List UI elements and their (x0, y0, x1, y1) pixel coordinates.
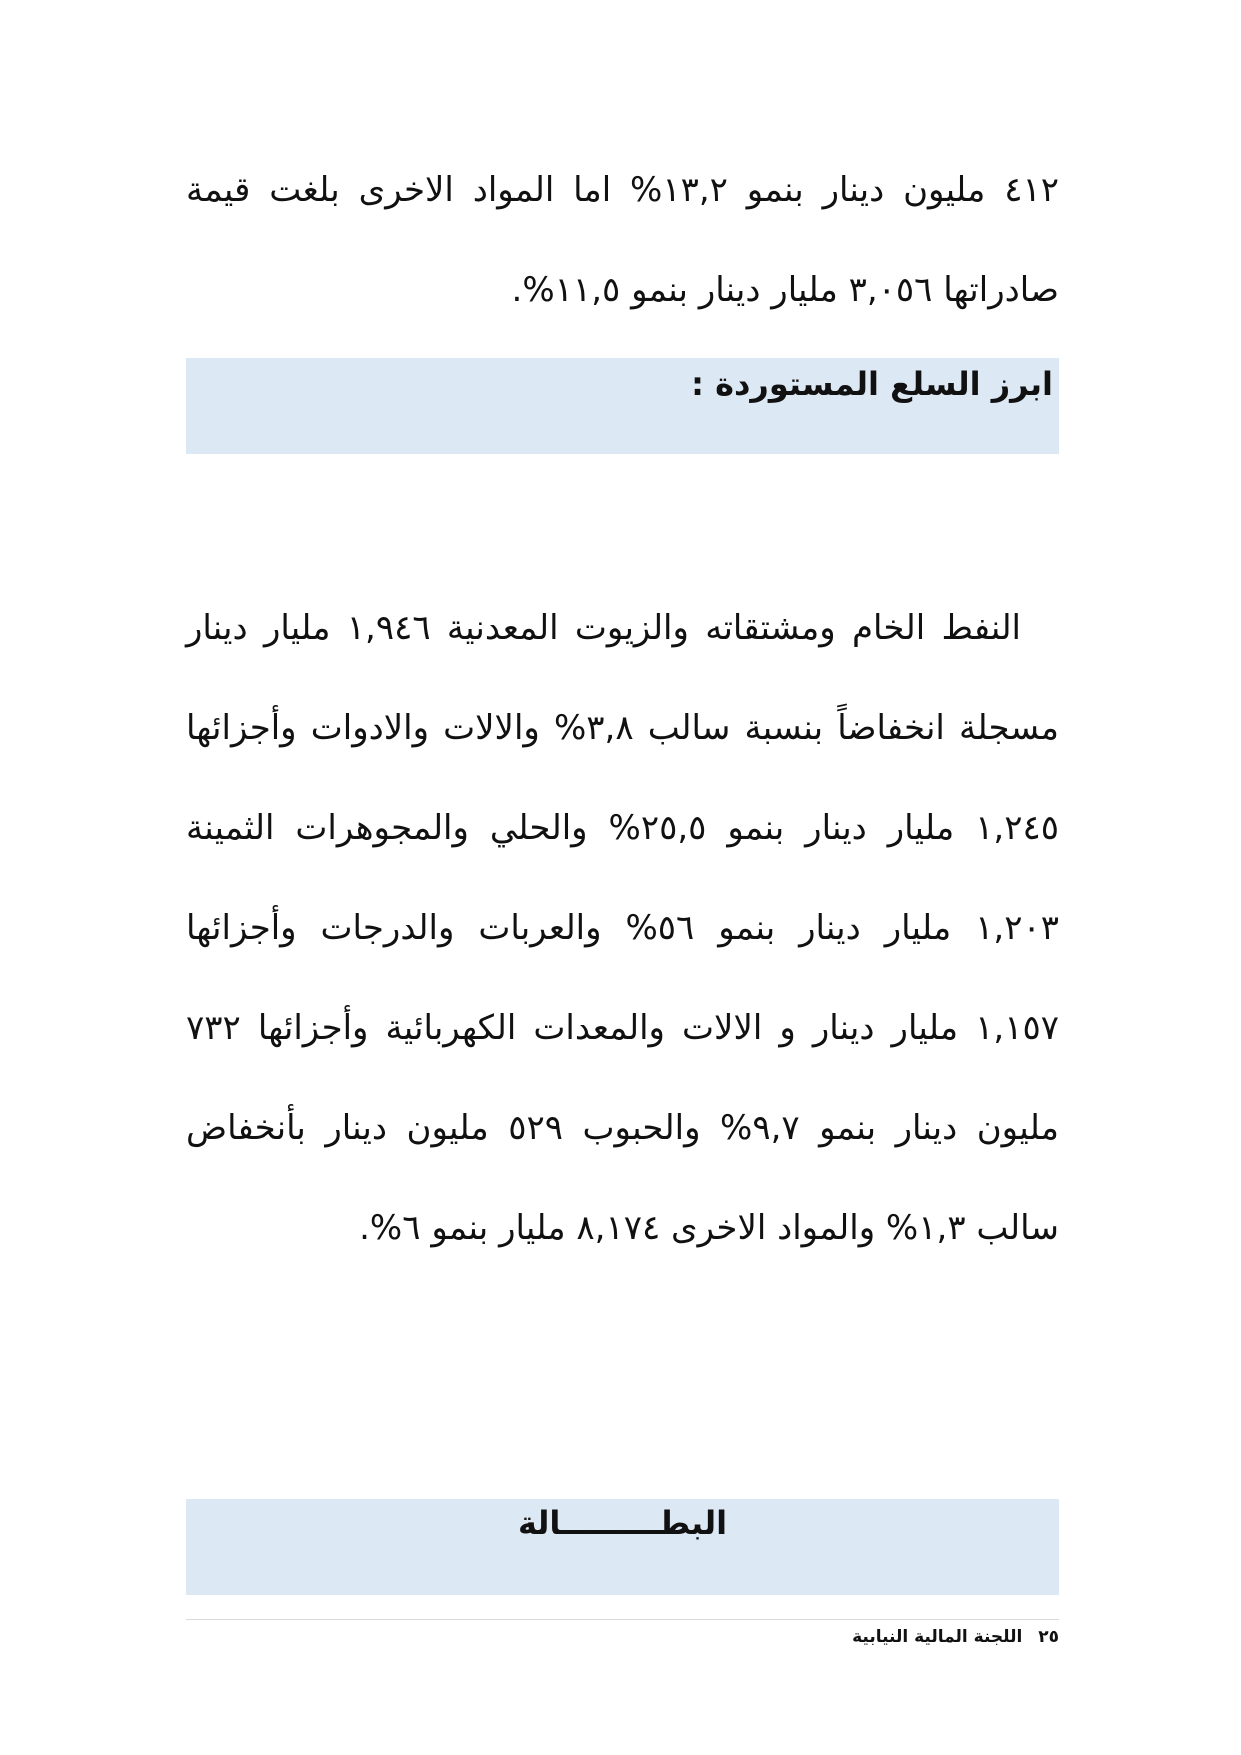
paragraph-line: مسجلة انخفاضاً بنسبة سالب ٣,٨% والالات والادوات وأجزائها (186, 708, 1059, 748)
paragraph-line: ١,١٥٧ مليار دينار و الالات والمعدات الكهربائية وأجزائها ٧٣٢ (186, 1008, 1059, 1048)
footer-committee-name: اللجنة المالية النيابية (852, 1627, 1023, 1647)
paragraph-line: ٤١٢ مليون دينار بنمو ١٣,٢% اما المواد الاخرى بلغت قيمة (186, 170, 1059, 210)
page-number: ٢٥ (1038, 1627, 1059, 1647)
paragraph-line: النفط الخام ومشتقاته والزيوت المعدنية ١,٩٤٦ مليار دينار (186, 608, 1021, 648)
imports-paragraph (186, 578, 1059, 1278)
unemployment-heading: البطـــــــــالة (517, 1504, 728, 1542)
imports-heading: ابرز السلع المستوردة : (691, 365, 1053, 403)
imports-heading-band (186, 358, 1059, 454)
paragraph-line: سالب ١,٣% والمواد الاخرى ٨,١٧٤ مليار بنمو ٦%. (359, 1208, 1059, 1248)
paragraph-line: صادراتها ٣,٠٥٦ مليار دينار بنمو ١١,٥%. (511, 270, 1059, 310)
intro-paragraph (186, 140, 1059, 340)
page-footer (186, 1622, 1059, 1652)
paragraph-line: مليون دينار بنمو ٩,٧% والحبوب ٥٢٩ مليون دينار بأنخفاض (186, 1108, 1059, 1148)
footer-divider (186, 1619, 1059, 1620)
paragraph-line: ١,٢٠٣ مليار دينار بنمو ٥٦% والعربات والدرجات وأجزائها (186, 908, 1059, 948)
paragraph-line: ١,٢٤٥ مليار دينار بنمو ٢٥,٥% والحلي والمجوهرات الثمينة (186, 808, 1059, 848)
unemployment-heading-band (186, 1499, 1059, 1595)
